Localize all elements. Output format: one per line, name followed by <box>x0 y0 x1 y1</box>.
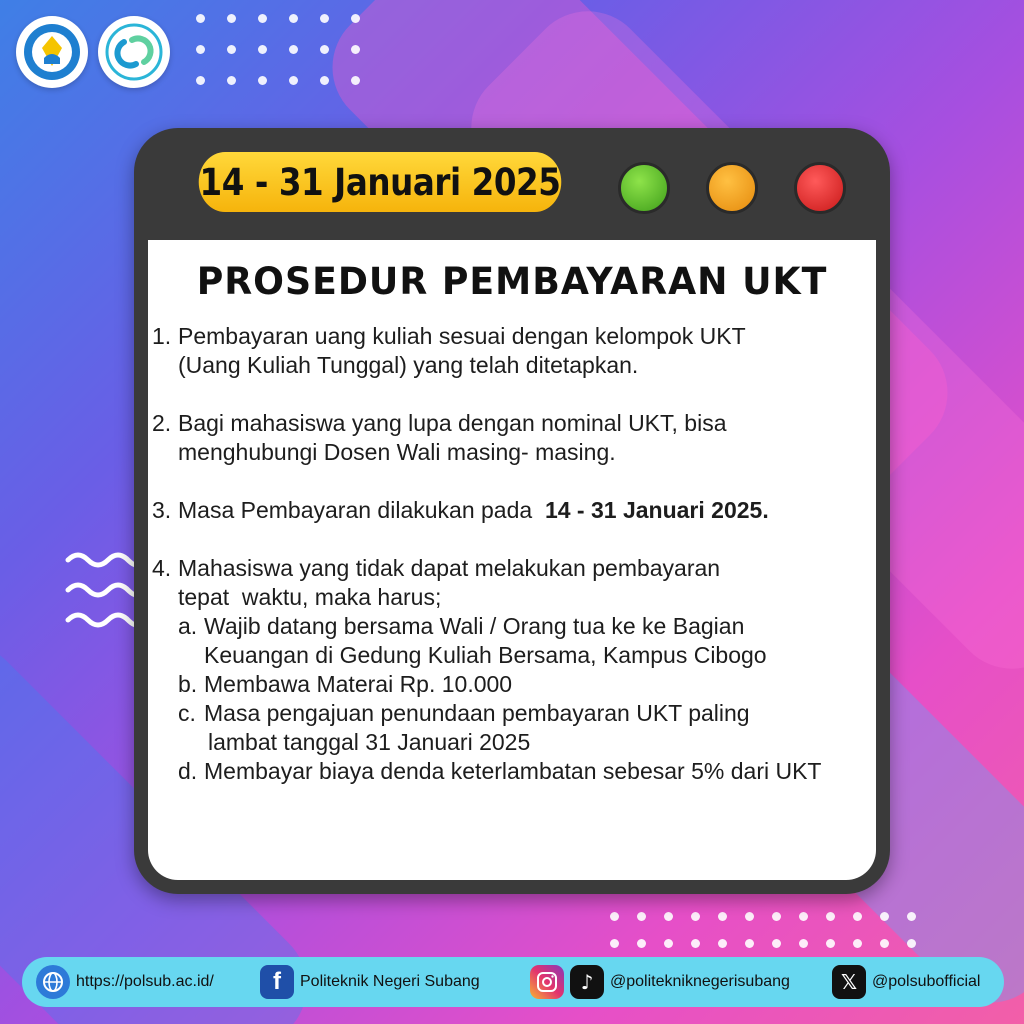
website-link[interactable]: https://polsub.ac.id/ <box>76 973 214 990</box>
instagram-icon <box>530 965 564 999</box>
x-icon: 𝕏 <box>832 965 866 999</box>
footer-facebook[interactable] <box>260 965 480 999</box>
sub-text: Masa pengajuan penundaan pembayaran UKT paling <box>204 700 750 726</box>
step-text: Pembayaran uang kuliah sesuai dengan kelompok UKT <box>178 323 746 349</box>
step-number: 3. <box>152 497 172 523</box>
step-text-date: 14 - 31 Januari 2025. <box>544 497 769 523</box>
step-item <box>152 496 892 525</box>
tiktok-icon: ♪ <box>570 965 604 999</box>
step-item <box>152 409 892 467</box>
info-window <box>134 128 890 894</box>
footer-social[interactable] <box>530 965 790 999</box>
content-panel <box>148 240 876 880</box>
sub-text: Keuangan di Gedung Kuliah Bersama, Kampus Cibogo <box>204 642 767 668</box>
sub-letter: c. <box>178 700 196 726</box>
sub-letter: b. <box>178 671 198 697</box>
dot-grid-bottom <box>610 912 916 948</box>
step-item <box>152 322 892 380</box>
footer-bar <box>22 957 1004 1007</box>
step-text: Bagi mahasiswa yang lupa dengan nominal UKT, bisa <box>178 410 727 436</box>
sub-text: Wajib datang bersama Wali / Orang tua ke ke Bagian <box>204 613 745 639</box>
step-text: tepat waktu, maka harus; <box>178 584 442 610</box>
step-text-plain: Masa Pembayaran dilakukan pada <box>178 497 539 523</box>
step-text: Mahasiswa yang tidak dapat melakukan pembayaran <box>178 555 721 581</box>
sub-item <box>178 612 892 670</box>
polsub-logo <box>98 16 170 88</box>
wave-decoration <box>64 548 144 638</box>
orange-light-icon <box>706 162 758 214</box>
step-text: (Uang Kuliah Tunggal) yang telah ditetapkan. <box>178 352 639 378</box>
sub-item <box>178 757 892 786</box>
social-handle[interactable]: @politekniknegerisubang <box>610 973 790 990</box>
sub-text: lambat tanggal 31 Januari 2025 <box>208 729 531 755</box>
step-number: 1. <box>152 323 172 349</box>
sub-item <box>178 699 892 757</box>
steps-list <box>152 322 892 815</box>
footer-website[interactable] <box>36 965 214 999</box>
sub-text: Membayar biaya denda keterlambatan sebesar 5% dari UKT <box>204 758 822 784</box>
date-banner: 14 - 31 Januari 2025 <box>199 152 562 212</box>
sub-item <box>178 670 892 699</box>
sub-letter: a. <box>178 613 198 639</box>
ministry-logo <box>16 16 88 88</box>
facebook-icon: f <box>260 965 294 999</box>
step-number: 2. <box>152 410 172 436</box>
step-text: menghubungi Dosen Wali masing- masing. <box>178 439 616 465</box>
panel-title: PROSEDUR PEMBAYARAN UKT <box>196 260 828 303</box>
logo-group <box>16 16 170 88</box>
footer-x[interactable] <box>832 965 980 999</box>
sub-text: Membawa Materai Rp. 10.000 <box>204 671 513 697</box>
sub-letter: d. <box>178 758 198 784</box>
red-light-icon <box>794 162 846 214</box>
step-item <box>152 554 892 786</box>
dot-grid-top <box>196 14 360 85</box>
green-light-icon <box>618 162 670 214</box>
x-handle[interactable]: @polsubofficial <box>872 973 981 990</box>
step-number: 4. <box>152 555 172 581</box>
globe-icon <box>36 965 70 999</box>
step-text <box>178 496 892 525</box>
facebook-link[interactable]: Politeknik Negeri Subang <box>300 973 480 990</box>
